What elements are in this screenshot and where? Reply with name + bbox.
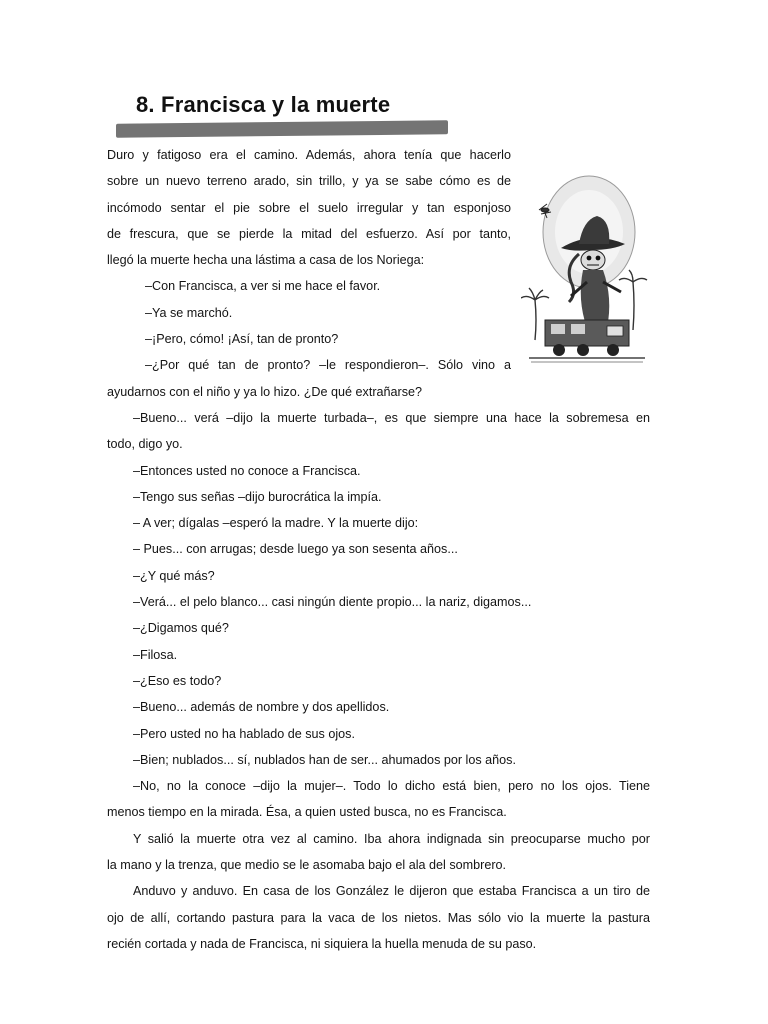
dialogue-line: –Verá... el pelo blanco... casi ningún diente propio... la nariz, digamos... — [133, 595, 532, 610]
text-line: recién cortada y nada de Francisca, ni siquiera la huella menuda de su paso. — [107, 936, 537, 951]
chapter-title: 8. Francisca y la muerte — [136, 92, 391, 117]
dialogue-line: –¿Eso es todo? — [133, 673, 222, 688]
dialogue-line: –¿Digamos qué? — [133, 621, 229, 636]
dialogue-line: –Ya se marchó. — [145, 305, 233, 320]
dialogue-line: –¿Y qué más? — [133, 568, 215, 583]
paragraph-wrapped-block — [107, 142, 511, 405]
story-text — [107, 142, 650, 957]
dialogue-line: –Bien; nublados... sí, nublados han de ser... ahumados por los años. — [133, 752, 516, 767]
text-line: de frescura, que se pierde la mitad del esfuerzo. Así por tanto, — [107, 226, 511, 241]
dialogue-line: –Tengo sus señas –dijo burocrática la impía. — [133, 489, 382, 504]
text-line: incómodo sentar el pie sobre el suelo irregular y tan esponjoso — [107, 200, 511, 215]
text-line: Y salió la muerte otra vez al camino. Iba ahora indignada sin preocuparse mucho por — [133, 831, 650, 846]
text-line: la mano y la trenza, que medio se le asomaba bajo el ala del sombrero. — [107, 858, 507, 873]
dialogue-line: –¡Pero, cómo! ¡Así, tan de pronto? — [145, 332, 339, 347]
title-underline-bar — [116, 120, 448, 137]
text-line: Duro y fatigoso era el camino. Además, ahora tenía que hacerlo — [107, 148, 511, 162]
dialogue-line: –Bueno... verá –dijo la muerte turbada–, es que siempre una hace la sobremesa en — [133, 410, 650, 425]
dialogue-line: –Filosa. — [133, 647, 178, 662]
dialogue-line: –Entonces usted no conoce a Francisca. — [133, 463, 361, 478]
dialogue-line: –Pero usted no ha hablado de sus ojos. — [133, 726, 355, 741]
text-line: ojo de allí, cortando pastura para la vaca de los nietos. Mas sólo vio la muerte la pastura — [107, 910, 650, 925]
text-line: todo, digo yo. — [107, 437, 183, 452]
dialogue-line: – A ver; dígalas –esperó la madre. Y la muerte dijo: — [133, 516, 419, 531]
text-line: llegó la muerte hecha una lástima a casa de los Noriega: — [107, 253, 425, 268]
text-line: ayudarnos con el niño y ya lo hizo. ¿De qué extrañarse? — [107, 384, 423, 399]
dialogue-line: –¿Por qué tan de pronto? –le respondieron–. Sólo vino a — [145, 358, 511, 373]
dialogue-line: –Bueno... además de nombre y dos apellidos. — [133, 700, 390, 715]
dialogue-line: – Pues... con arrugas; desde luego ya son sesenta años... — [133, 542, 458, 557]
text-line: sobre un nuevo terreno arado, sin trillo, y ya se sabe cómo es de — [107, 174, 511, 189]
text-line: menos tiempo en la mirada. Ésa, a quien usted busca, no es Francisca. — [107, 805, 507, 820]
text-line: Anduvo y anduvo. En casa de los González le dijeron que estaba Francisca a un tiro de — [133, 884, 650, 899]
dialogue-line: –Con Francisca, a ver si me hace el favor. — [145, 279, 381, 294]
dialogue-line: –No, no la conoce –dijo la mujer–. Todo lo dicho está bien, pero no los ojos. Tiene — [133, 779, 650, 794]
